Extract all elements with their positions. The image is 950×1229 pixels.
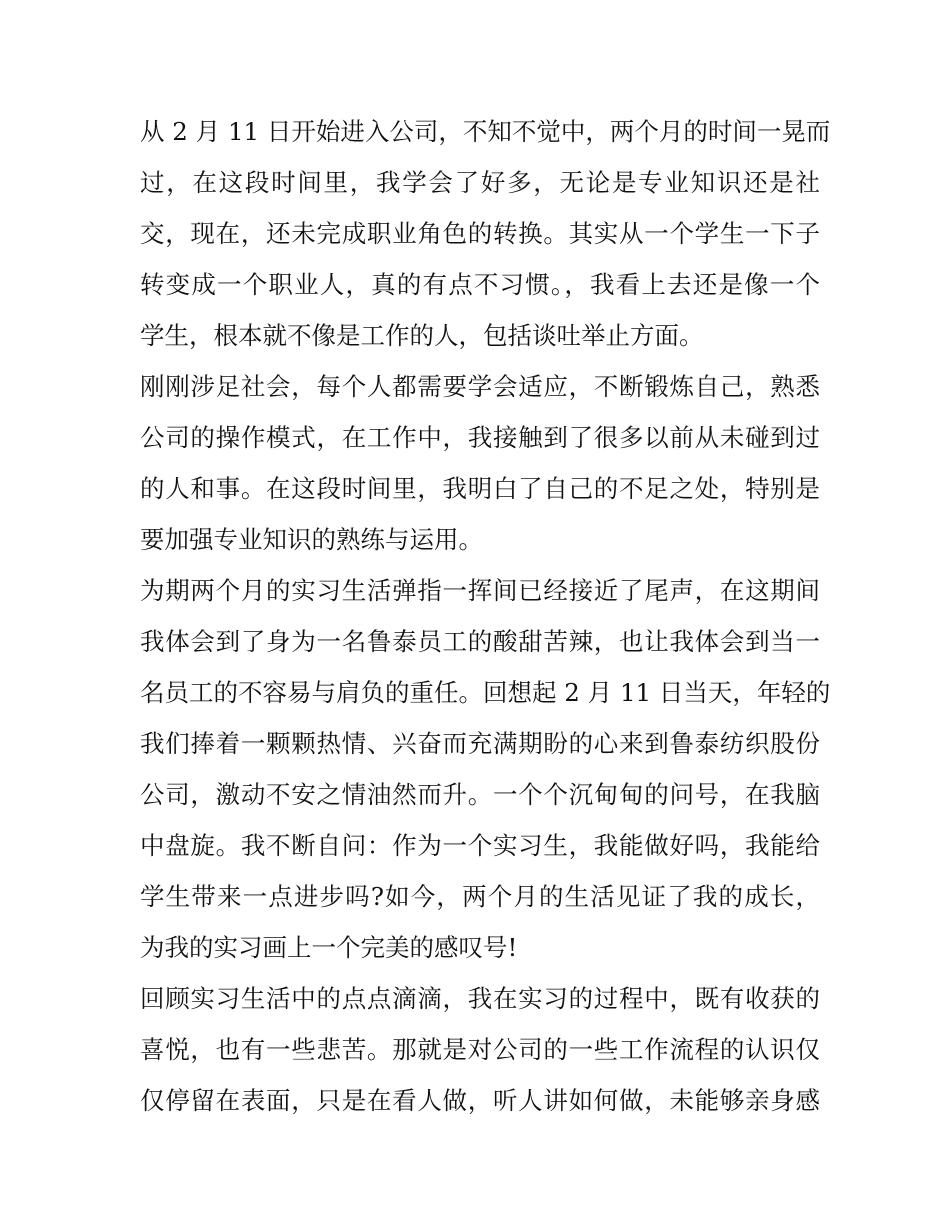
text-line: 过，在这段时间里，我学会了好多，无论是专业知识还是社 (140, 168, 820, 197)
text-line: 为我的实习画上一个完美的感叹号! (140, 933, 518, 962)
text-line: 刚刚涉足社会，每个人都需要学会适应，不断锻炼自己，熟悉 (140, 372, 820, 401)
text-line: 学生带来一点进步吗?如今，两个月的生活见证了我的成长， (140, 882, 820, 911)
text-line: 的人和事。在这段时间里，我明白了自己的不足之处，特别是 (140, 474, 820, 503)
text-line: 为期两个月的实习生活弹指一挥间已经接近了尾声，在这期间 (140, 576, 820, 605)
text-line: 仅停留在表面，只是在看人做，听人讲如何做，未能够亲身感 (140, 1086, 820, 1115)
text-line: 转变成一个职业人，真的有点不习惯。，我看上去还是像一个 (140, 270, 820, 299)
text-line: 回顾实习生活中的点点滴滴，我在实习的过程中，既有收获的 (140, 984, 820, 1013)
text-line: 公司的操作模式，在工作中，我接触到了很多以前从未碰到过 (140, 423, 820, 452)
text-line: 要加强专业知识的熟练与运用。 (140, 525, 483, 554)
text-line: 学生，根本就不像是工作的人，包括谈吐举止方面。 (140, 321, 704, 350)
text-line: 公司，激动不安之情油然而升。一个个沉甸甸的问号，在我脑 (140, 780, 820, 809)
text-line: 名员工的不容易与肩负的重任。回想起 2 月 11 日当天，年轻的 (140, 678, 831, 707)
text-line: 交，现在，还未完成职业角色的转换。其实从一个学生一下子 (140, 219, 820, 248)
text-line: 喜悦，也有一些悲苦。那就是对公司的一些工作流程的认识仅 (140, 1035, 820, 1064)
document-body (140, 106, 831, 1126)
text-line: 我体会到了身为一名鲁泰员工的酸甜苦辣，也让我体会到当一 (140, 627, 820, 656)
text-line: 中盘旋。我不断自问：作为一个实习生，我能做好吗，我能给 (140, 831, 820, 860)
text-line: 从 2 月 11 日开始进入公司，不知不觉中，两个月的时间一晃而 (140, 117, 831, 146)
text-line: 我们捧着一颗颗热情、兴奋而充满期盼的心来到鲁泰纺织股份 (140, 729, 820, 758)
